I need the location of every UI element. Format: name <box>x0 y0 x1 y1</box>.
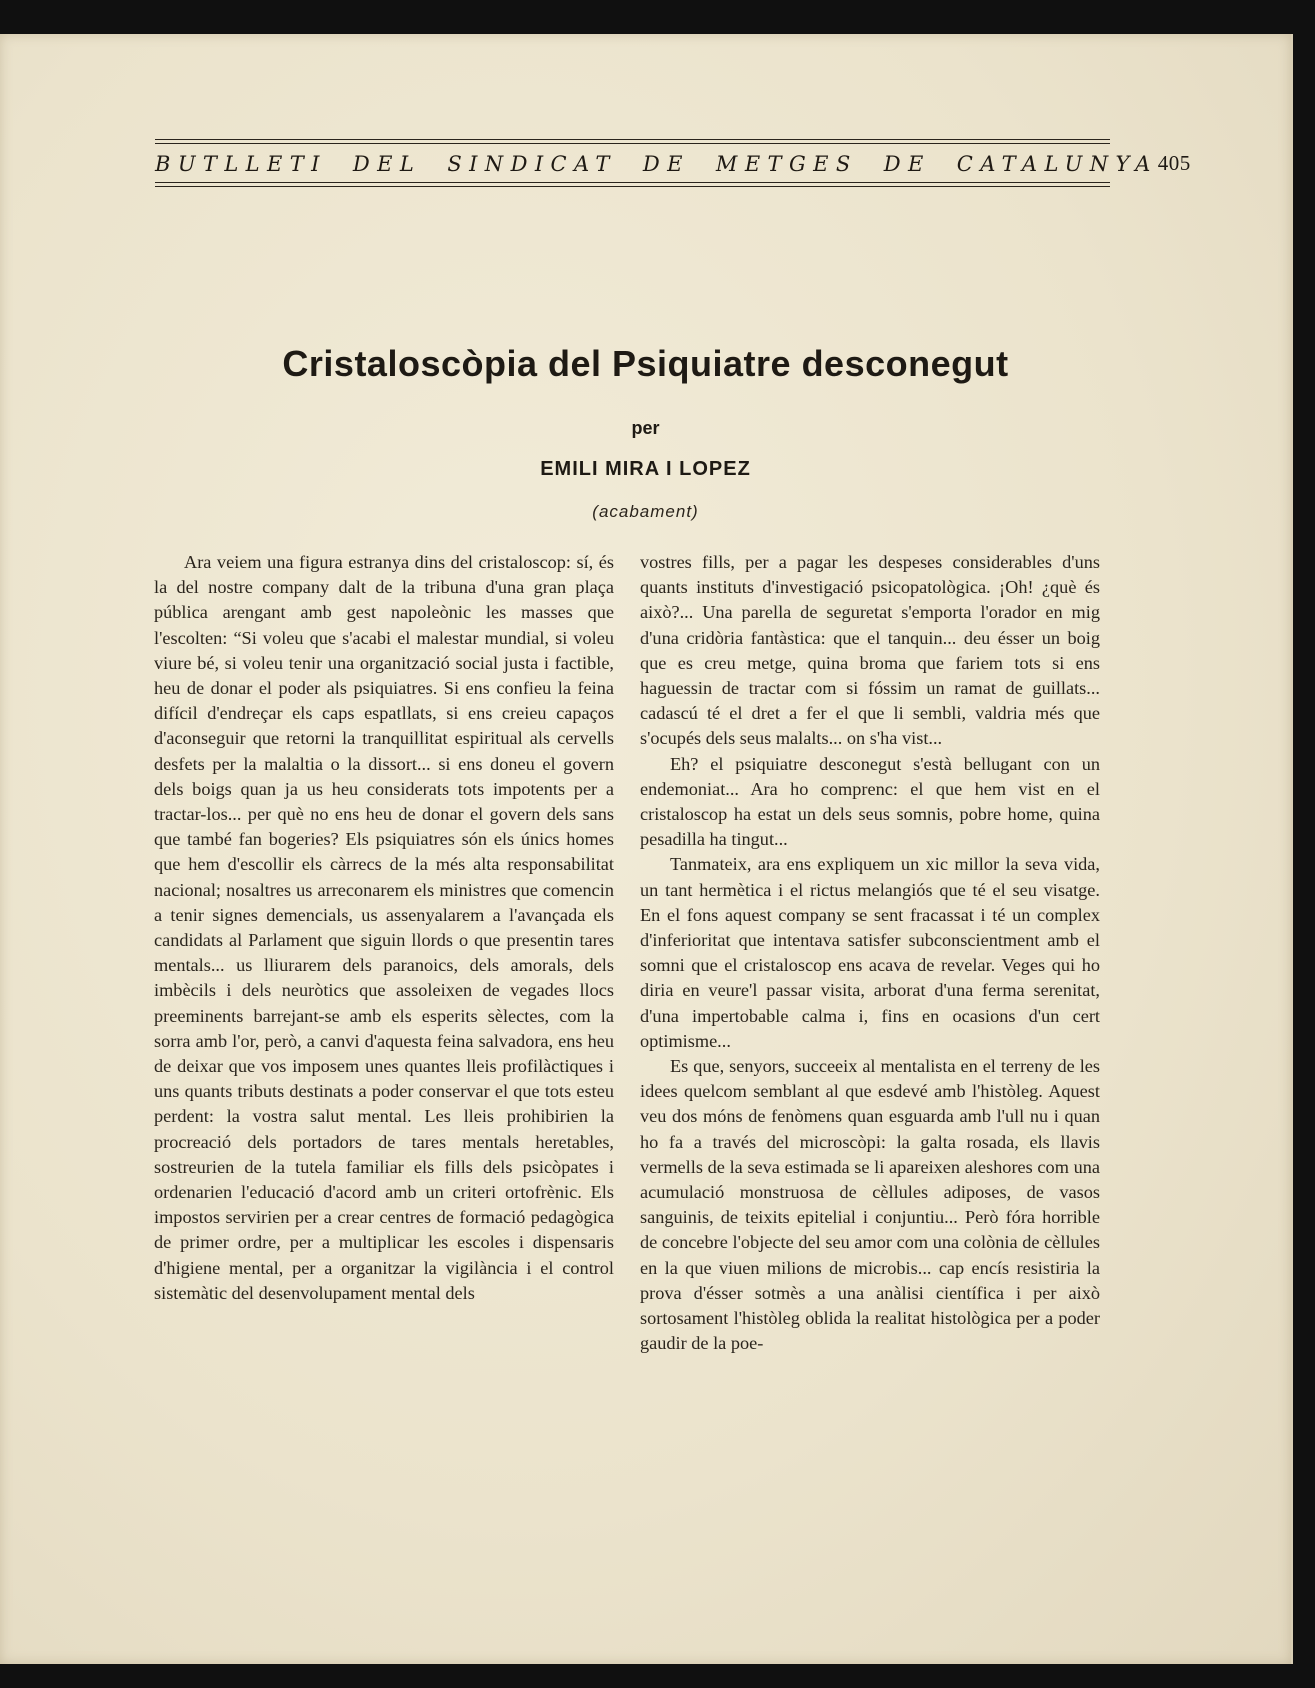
paragraph: Ara veiem una figura estranya dins del cristaloscop: sí, és la del nostre company dalt de la tribuna d'una gran plaça pública arengant amb gest napoleònic les masses que l'escolten: “Si voleu que s'acabi el malestar mundial, si voleu viure bé, si voleu tenir una organització social justa i factible, heu de donar el poder als psiquiatres. Si ens confieu la feina difícil d'endreçar els caps espatllats, si ens creieu capaços d'aconseguir que retorni la tranquillitat espiritual als cervells desfets per la malaltia o la dissort... si ens doneu el govern dels boigs quan ja us heu considerats tots impotents per a tractar-los... per què no ens heu de donar el govern dels sans que també fan bogeries? Els psiquiatres són els únics homes que hem d'escollir els càrrecs de la més alta responsabilitat nacional; nosaltres us arreconarem els ministres que comencin a tenir signes demencials, us assenyalarem a l'avançada els candidats al Parlament que siguin llords o que presentin tares mentals... us lliurarem dels paranoics, dels amorals, dels imbècils i dels neuròtics que assoleixen de vegades llocs preeminents barrejant-se amb els esperits sèlectes, com la sorra amb l'or, però, a canvi d'aquesta feina salvadora, ens heu de deixar que vos imposem unes quantes lleis profilàctiques i uns quants tributs destinats a poder conservar el que tots esteu perdent: la vostra salut mental. Les lleis prohibirien la procreació dels portadors de tares mentals heretables, sostreurien de la tutela familiar els fills dels psicòpates i ordenarien l'educació d'acord amb un criteri ortofrènic. Els impostos servirien per a crear centres de formació pedagògica de primer ordre, per a multiplicar les escoles i dispensaris d'higiene mental, per a organitzar la vigilància i el control sistemàtic del desenvolupament mental dels <box>154 552 614 1303</box>
paragraph: Eh? el psiquiatre desconegut s'està bellugant con un endemoniat... Ara ho comprenc: el que hem vist en el cristaloscop ha estat un dels seus somnis, pobre home, quina pesadilla ha tingut... <box>640 753 1100 850</box>
text-column-left <box>154 550 614 1306</box>
header-row <box>155 144 1191 182</box>
article-title: Cristaloscòpia del Psiquiatre desconegut <box>282 343 1009 384</box>
paragraph: vostres fills, per a pagar les despeses considerables d'uns quants instituts d'investigació psicopatològica. ¡Oh! ¿què és això?... Una parella de seguretat s'emporta l'orador en mig d'una cridòria fantàstica: que el tanquin... deu ésser un boig que es creu metge, quina broma que fariem tots si ens haguessin de tractar com si fóssim un ramat de guillats... cadascú té el dret a fer el que li sembli, valdria més que s'ocupés dels seus malalts... on s'ha vist... <box>640 552 1100 749</box>
article-author: EMILI MIRA I LOPEZ <box>540 458 751 480</box>
page-header <box>155 139 1191 187</box>
paragraph: Tanmateix, ara ens expliquem un xic millor la seva vida, un tant hermètica i el rictus melangiós que té el seu visatge. En el fons aquest company se sent fracassat i té un complex d'inferioritat que intentava satisfer subconscientment amb el somni que el cristaloscop ens acava de revelar. Veges qui ho diria en veure'l passar visita, arborat d'una ferma serenitat, d'una impertobable calma i, fins en ocasions d'un cert optimisme... <box>640 854 1100 1051</box>
paragraph: Es que, senyors, succeeix al mentalista en el terreny de les idees quelcom semblant al que esdevé amb l'històleg. Aquest veu dos móns de fenòmens quan esguarda amb l'ull nu i quan ho fa a través del microscòpi: la galta rosada, els llavis vermells de la seva estimada se li apareixen aleshores com una acumulació monstruosa de cèllules adiposes, de vasos sanguinis, de teixits epitelial i conjuntiu... Però fóra horrible de concebre l'objecte del seu amor com una colònia de cèllules en la que viuen milions de microbis... cap encís resistiria la prova d'ésser sotmès a una anàlisi científica i per això sortosament l'històleg oblida la realitat histològica per a poder gaudir de la poe- <box>640 1056 1100 1354</box>
running-head: BUTLLETI DEL SINDICAT DE METGES DE CATALUNYA <box>155 151 1158 176</box>
header-bottom-rule <box>155 182 1110 183</box>
text-column-right <box>640 550 1100 1357</box>
article-subtitle: (acabament) <box>592 502 699 521</box>
header-top-rule <box>155 139 1110 140</box>
page-number: 405 <box>1157 151 1191 175</box>
article-byline: per <box>631 418 660 438</box>
header-bottom-rule-2 <box>155 186 1110 187</box>
